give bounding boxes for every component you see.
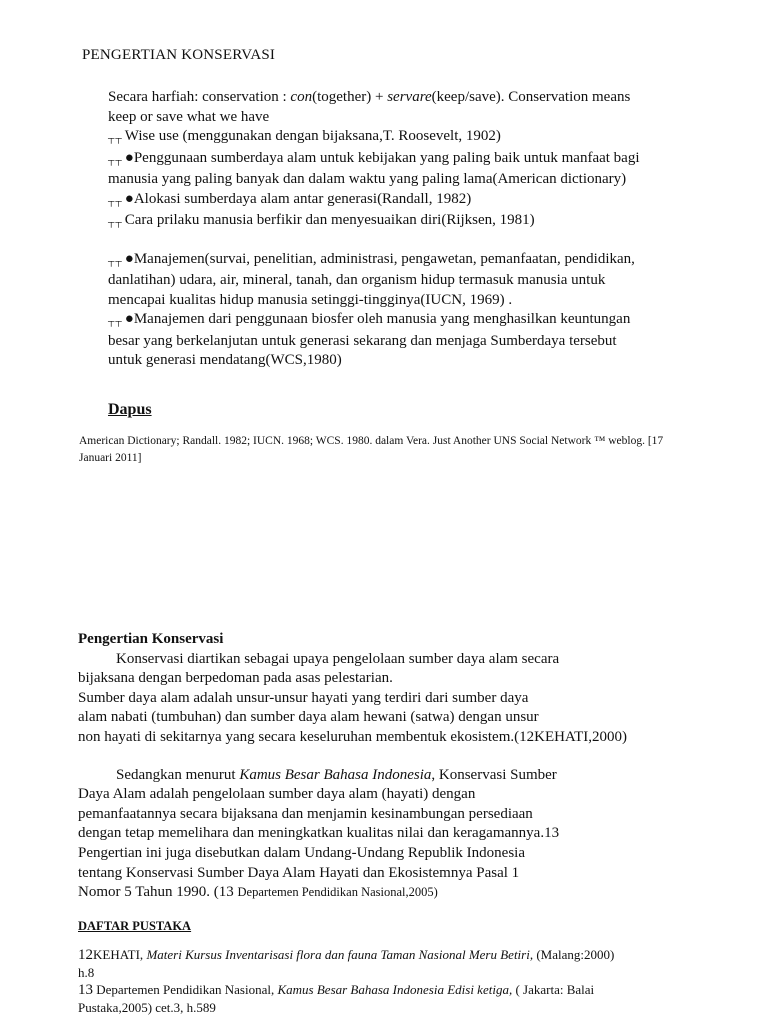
- paragraph-line: [78, 766, 728, 786]
- list-item-continuation: untuk generasi mendatang(WCS,1980): [108, 352, 342, 368]
- bullet-icon: ┬┬: [108, 154, 123, 165]
- paragraph-line: tentang Konservasi Sumber Daya Alam Hayati dan Ekosistemnya Pasal 1: [78, 864, 520, 881]
- list-item-continuation: mencapai kualitas hidup manusia setinggi-tingginya(IUCN, 1969) .: [108, 291, 513, 308]
- list-item: [108, 190, 728, 212]
- paragraph-line: [78, 883, 728, 903]
- footnote-source: Departemen Pendidikan Nasional,2005): [237, 885, 438, 900]
- paragraph-line: bijaksana dengan berpedoman pada asas pelestarian.: [78, 670, 393, 687]
- daftar-pustaka-heading: DAFTAR PUSTAKA: [78, 919, 192, 933]
- reference-title: Materi Kursus Inventarisasi flora dan fauna Taman Nasional Meru Betiri,: [146, 947, 534, 962]
- list-item: [108, 211, 728, 233]
- list-item-text: ●Penggunaan sumberdaya alam untuk kebijakan yang paling baik untuk manfaat bagi: [124, 149, 640, 166]
- reference-text: Departemen Pendidikan Nasional,: [93, 982, 278, 997]
- section2-heading: Pengertian Konservasi: [78, 631, 224, 647]
- paragraph-line: alam nabati (tumbuhan) dan sumber daya alam hewani (satwa) dengan unsur: [78, 709, 539, 726]
- intro-line-2: keep or save what we have: [108, 108, 270, 125]
- list-item-text: Cara prilaku manusia berfikir dan menyesuaikan diri(Rijksen, 1981): [124, 212, 535, 228]
- list-item: [108, 250, 728, 272]
- list-item-continuation: besar yang berkelanjutan untuk generasi sekarang dan menjaga Sumberdaya tersebut: [108, 332, 617, 349]
- intro-con-term: con: [290, 89, 313, 105]
- paragraph-line: non hayati di sekitarnya yang secara keseluruhan membentuk ekosistem.(12KEHATI,2000): [78, 728, 628, 745]
- list-item-text: ●Alokasi sumberdaya alam antar generasi(Randall, 1982): [124, 190, 472, 207]
- reference-number: 12: [78, 947, 93, 963]
- paragraph-line: pemanfaatannya secara bijaksana dan menjamin kesinambungan persediaan: [78, 805, 533, 822]
- bullet-icon: ┬┬: [108, 255, 123, 266]
- paragraph-line: Daya Alam adalah pengelolaan sumber daya alam (hayati) dengan: [78, 786, 476, 803]
- intro-text: Secara harfiah: conservation :: [108, 89, 291, 105]
- bullet-icon: ┬┬: [108, 316, 123, 326]
- paragraph-line: Konservasi diartikan sebagai upaya pengelolaan sumber daya alam secara: [116, 650, 560, 667]
- citation-line: American Dictionary; Randall. 1982; IUCN. 1968; WCS. 1980. dalam Vera. Just Another UNS Social Network ™ weblog. [17: [79, 435, 664, 447]
- reference-text: KEHATI,: [93, 947, 147, 962]
- section1-title: PENGERTIAN KONSERVASI: [82, 47, 276, 63]
- paragraph-text: Sedangkan menurut: [116, 766, 240, 783]
- paragraph-text: , Konservasi Sumber: [431, 766, 557, 783]
- bullet-icon: ┬┬: [108, 217, 123, 227]
- intro-text: (keep/save). Conservation means: [431, 89, 631, 105]
- reference-title: Kamus Besar Bahasa Indonesia Edisi ketiga,: [277, 982, 513, 997]
- dapus-citation: [79, 433, 719, 467]
- list-item: [108, 310, 728, 332]
- reference-number: 13: [78, 982, 93, 998]
- kbbi-title: Kamus Besar Bahasa Indonesia: [239, 766, 432, 783]
- paragraph-line: dengan tetap memelihara dan meningkatkan kualitas nilai dan keragamannya.13: [78, 825, 560, 842]
- paragraph-text: Nomor 5 Tahun 1990. (13: [78, 884, 238, 901]
- reference-entry: [78, 981, 718, 999]
- list-item: [108, 127, 728, 149]
- reference-entry-continuation: Pustaka,2005) cet.3, h.589: [78, 1000, 216, 1015]
- reference-entry: [78, 946, 718, 964]
- reference-entry-continuation: h.8: [78, 965, 95, 980]
- dapus-heading: Dapus: [108, 401, 152, 418]
- paragraph-line: Pengertian ini juga disebutkan dalam Undang-Undang Republik Indonesia: [78, 844, 525, 861]
- reference-text: (Malang:2000): [533, 947, 615, 962]
- list-item-continuation: danlatihan) udara, air, mineral, tanah, dan organism hidup termasuk manusia untuk: [108, 272, 606, 288]
- list-item-text: ●Manajemen dari penggunaan biosfer oleh manusia yang menghasilkan keuntungan: [124, 311, 631, 327]
- intro-line-1: [108, 88, 728, 108]
- section2-body: [78, 630, 728, 903]
- list-item-text: Wise use (menggunakan dengan bijaksana,T. Roosevelt, 1902): [124, 128, 501, 144]
- bullet-icon: ┬┬: [108, 133, 123, 143]
- paragraph-line: Sumber daya alam adalah unsur-unsur hayati yang terdiri dari sumber daya: [78, 689, 529, 706]
- bullet-icon: ┬┬: [108, 195, 123, 206]
- list-item: [108, 149, 728, 171]
- section1-body: [108, 88, 728, 371]
- reference-list: [78, 946, 718, 1016]
- intro-servare-term: servare: [387, 89, 432, 105]
- list-item-text: ●Manajemen(survai, penelitian, administrasi, pengawetan, pemanfaatan, pendidikan,: [124, 250, 635, 267]
- intro-text: (together) +: [312, 89, 388, 105]
- citation-line: Januari 2011]: [79, 452, 142, 464]
- list-item-continuation: manusia yang paling banyak dan dalam waktu yang paling lama(American dictionary): [108, 171, 627, 187]
- reference-text: ( Jakarta: Balai: [512, 982, 595, 997]
